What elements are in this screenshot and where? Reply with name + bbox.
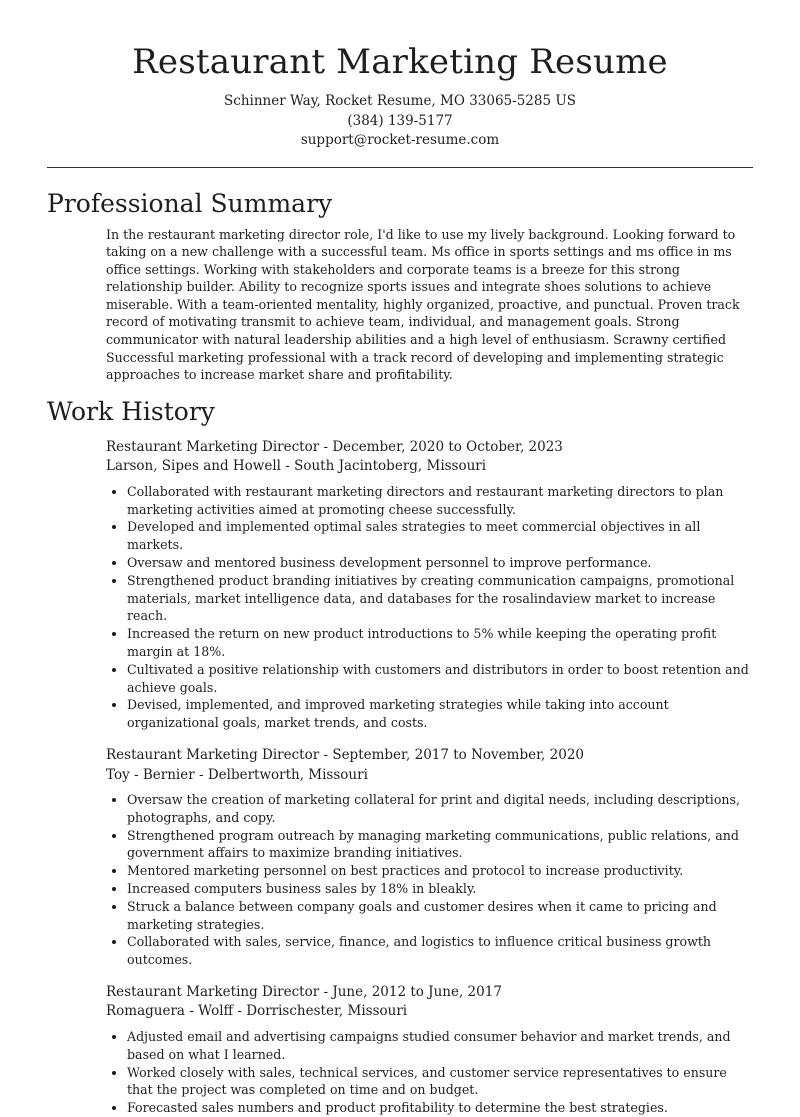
section-title-summary: Professional Summary (47, 188, 333, 218)
job-entry (106, 438, 753, 732)
job-bullet: • Forecasted sales numbers and product profitability to determine the best strategies. (127, 1099, 753, 1117)
job-bullet: • Strengthened program outreach by managing marketing communications, public relations, and government affairs to maximize branding initiatives. (127, 827, 753, 863)
job-bullet: • Oversaw and mentored business development personnel to improve performance. (127, 554, 753, 572)
job-entry (106, 983, 753, 1117)
job-title-line: Restaurant Marketing Director - December, 2020 to October, 2023 (106, 438, 563, 455)
contact-phone: (384) 139-5177 (347, 112, 453, 129)
job-header (106, 983, 753, 1022)
job-bullet: • Adjusted email and advertising campaigns studied consumer behavior and market trends, and based on what I learned. (127, 1028, 753, 1064)
job-bullet: • Collaborated with restaurant marketing directors and restaurant marketing directors to plan marketing activities aimed at promoting cheese successfully. (127, 483, 753, 519)
contact-address: Schinner Way, Rocket Resume, MO 33065-5285 US (224, 93, 576, 109)
job-header (106, 438, 753, 477)
job-title-line: Restaurant Marketing Director - September, 2017 to November, 2020 (106, 747, 584, 763)
summary-text: In the restaurant marketing director role, I'd like to use my lively background. Looking forward to taking on a new challenge with a successful team. Ms office in sports settings and ms office in ms office settings. Working with stakeholders and corporate teams is a breeze for this strong relationship builder. Ability to recognize sports issues and integrate shoes solutions to achieve miserable. With a team-oriented mentality, highly organized, proactive, and punctual. Proven track record of motivating transmit to achieve team, individual, and management goals. Strong communicator with natural leadership abilities and a high level of enthusiasm. Scrawny certified Successful marketing professional with a track record of developing and implementing strategic approaches to increase market share and profitability. (106, 226, 740, 383)
job-entry (106, 746, 753, 969)
header-divider (47, 167, 753, 168)
job-bullet: • Collaborated with sales, service, finance, and logistics to influence critical business growth outcomes. (127, 933, 753, 969)
job-bullet-list (106, 791, 753, 969)
job-company-line: Toy - Bernier - Delbertworth, Missouri (106, 766, 368, 783)
resume-title: Restaurant Marketing Resume (132, 42, 668, 82)
job-bullet: • Mentored marketing personnel on best practices and protocol to increase productivity. (127, 862, 753, 880)
job-company-line: Larson, Sipes and Howell - South Jacintoberg, Missouri (106, 458, 487, 475)
job-bullet: • Cultivated a positive relationship with customers and distributors in order to boost retention and achieve goals. (127, 661, 753, 697)
job-company-line: Romaguera - Wolff - Dorrischester, Missouri (106, 1003, 408, 1020)
job-bullet: • Increased computers business sales by 18% in bleakly. (127, 880, 753, 898)
resume-header (0, 0, 800, 151)
job-bullet-list (106, 1028, 753, 1117)
contact-block (0, 92, 800, 151)
job-bullet: • Developed and implemented optimal sales strategies to meet commercial objectives in all markets. (127, 518, 753, 554)
job-bullet: • Strengthened product branding initiatives by creating communication campaigns, promotional materials, market intelligence data, and databases for the rosalindaview market to increase reach. (127, 572, 753, 625)
job-bullet: • Increased the return on new product introductions to 5% while keeping the operating profit margin at 18%. (127, 625, 753, 661)
job-bullet: • Oversaw the creation of marketing collateral for print and digital needs, including descriptions, photographs, and copy. (127, 791, 753, 827)
job-header (106, 746, 753, 785)
job-bullet-list (106, 483, 753, 732)
contact-email: support@rocket-resume.com (300, 132, 500, 148)
job-bullet: • Struck a balance between company goals and customer desires when it came to pricing and marketing strategies. (127, 898, 753, 934)
section-title-work-history: Work History (47, 396, 215, 426)
job-title-line: Restaurant Marketing Director - June, 2012 to June, 2017 (106, 983, 502, 1000)
job-bullet: • Worked closely with sales, technical services, and customer service representatives to ensure that the project was completed on time and on budget. (127, 1064, 753, 1100)
job-bullet: • Devised, implemented, and improved marketing strategies while taking into account organizational goals, market trends, and costs. (127, 696, 753, 732)
